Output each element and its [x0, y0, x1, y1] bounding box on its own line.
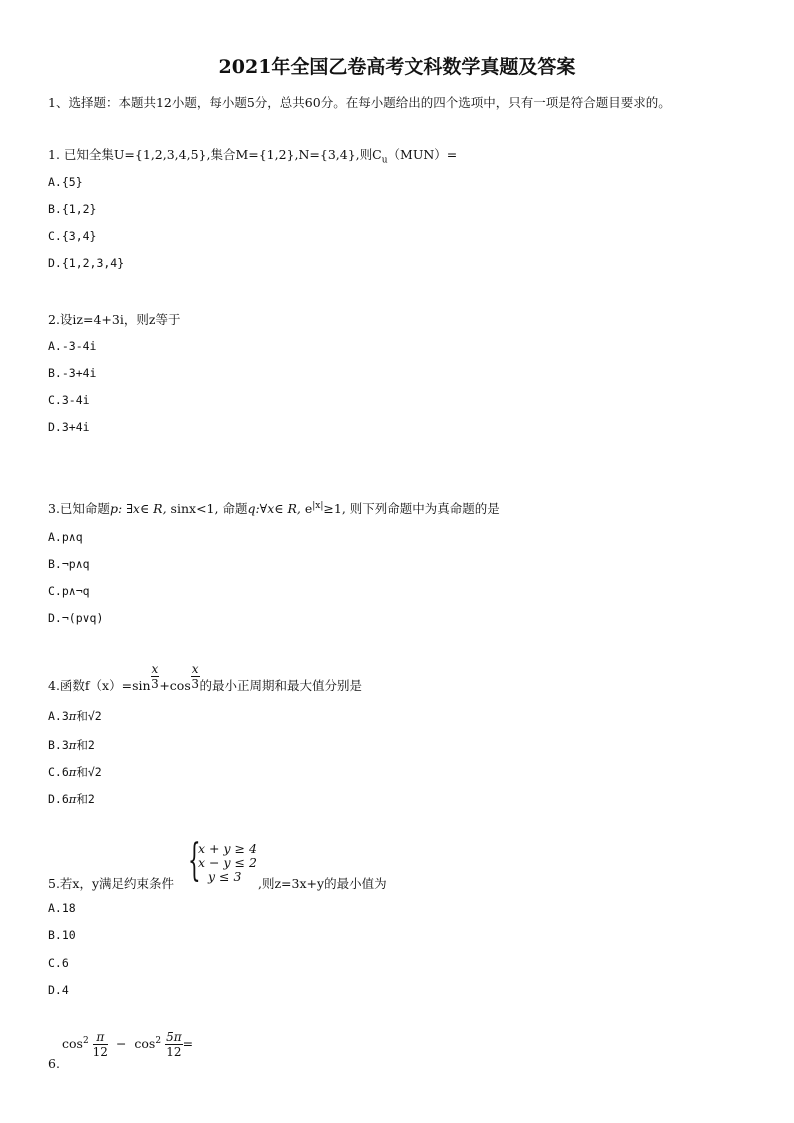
- question-1-option-b[interactable]: B.{1,2}: [48, 202, 97, 216]
- question-3-text-end: ≥1, 则下列命题中为真命题的是: [323, 501, 500, 516]
- question-4-option-a[interactable]: A.3π和√2: [48, 709, 102, 723]
- question-1-text-end: （MUN）=: [387, 147, 458, 162]
- question-4-stem: [48, 662, 362, 694]
- constraint-system: [188, 835, 262, 888]
- question-2-stem: 2.设iz=4+3i，则z等于: [48, 312, 181, 327]
- constraint-1: x + y ≥ 4: [198, 841, 257, 856]
- question-3-stem: [48, 499, 500, 517]
- exponent-abs-x: |x|: [312, 500, 324, 511]
- question-5-stem-start: 5.若x，y满足约束条件: [48, 876, 175, 891]
- question-3-text: 3.已知命题: [48, 501, 110, 516]
- question-2-option-a[interactable]: A.-3-4i: [48, 339, 97, 353]
- question-6-expression: $\cos^2$ $\frac{\pi}{12}$ − $\cos^2$ $\frac{5\pi}{12}$ =: [62, 1030, 194, 1059]
- question-4-text: 4.函数f（x）=sin: [48, 678, 151, 693]
- question-5-stem-end: ,则z=3x+y的最小值为: [258, 876, 387, 891]
- constraint-2: x − y ≤ 2: [198, 855, 257, 870]
- question-5-option-c[interactable]: C.6: [48, 956, 69, 970]
- question-2-option-d[interactable]: D.3+4i: [48, 420, 90, 434]
- proposition-p: p: ∃x∈ R,: [109, 501, 167, 516]
- question-4-option-d[interactable]: D.6π和2: [48, 792, 95, 806]
- question-6-number: 6.: [48, 1056, 60, 1071]
- left-brace: {: [188, 835, 201, 886]
- question-4-text-end: 的最小正周期和最大值分别是: [199, 678, 363, 693]
- constraint-3: y ≤ 3: [208, 869, 242, 884]
- question-2-option-c[interactable]: C.3-4i: [48, 393, 90, 407]
- question-3-option-a[interactable]: A.p∧q: [48, 530, 83, 544]
- page-title: 2021年全国乙卷高考文科数学真题及答案: [218, 56, 576, 78]
- question-1-text: 1. 已知全集U={1,2,3,4,5},集合M={1,2},N={3,4},则C: [48, 147, 382, 162]
- question-3-option-d[interactable]: D.¬(p∨q): [48, 611, 104, 625]
- question-3-exp-base: e: [300, 501, 313, 516]
- question-1-option-c[interactable]: C.{3,4}: [48, 229, 97, 243]
- section-intro: 1、选择题：本题共12小题，每小题5分，总共60分。在每小题给出的四个选项中，只有一项是符合题目要求的。: [48, 95, 671, 110]
- fraction-pi-over-12: $\frac{\pi}{12}$: [92, 1030, 108, 1059]
- sqrt-2: √2: [87, 765, 102, 779]
- question-1-stem: [48, 145, 457, 166]
- proposition-q: q:∀x∈ R,: [247, 501, 301, 516]
- question-1-option-a[interactable]: A.{5}: [48, 175, 83, 189]
- question-2-option-b[interactable]: B.-3+4i: [48, 366, 97, 380]
- question-3-option-b[interactable]: B.¬p∧q: [48, 557, 90, 571]
- question-1-option-d[interactable]: D.{1,2,3,4}: [48, 256, 125, 270]
- question-5-option-b[interactable]: B.10: [48, 928, 76, 942]
- complement-subscript: u: [381, 155, 388, 166]
- question-3-option-c[interactable]: C.p∧¬q: [48, 584, 90, 598]
- fraction-x-over-3: $\frac{x}{3}$: [191, 662, 199, 691]
- question-5-option-d[interactable]: D.4: [48, 983, 69, 997]
- question-5-option-a[interactable]: A.18: [48, 901, 76, 915]
- question-3-text-mid: sinx<1, 命题: [166, 501, 248, 516]
- fraction-x-over-3: $\frac{x}{3}$: [151, 662, 159, 691]
- sqrt-2: √2: [87, 709, 102, 723]
- question-4-option-c[interactable]: C.6π和√2: [48, 765, 102, 779]
- question-4-option-b[interactable]: B.3π和2: [48, 738, 95, 752]
- fraction-5pi-over-12: $\frac{5\pi}{12}$: [166, 1030, 182, 1059]
- question-4-cos: +cos: [159, 678, 191, 693]
